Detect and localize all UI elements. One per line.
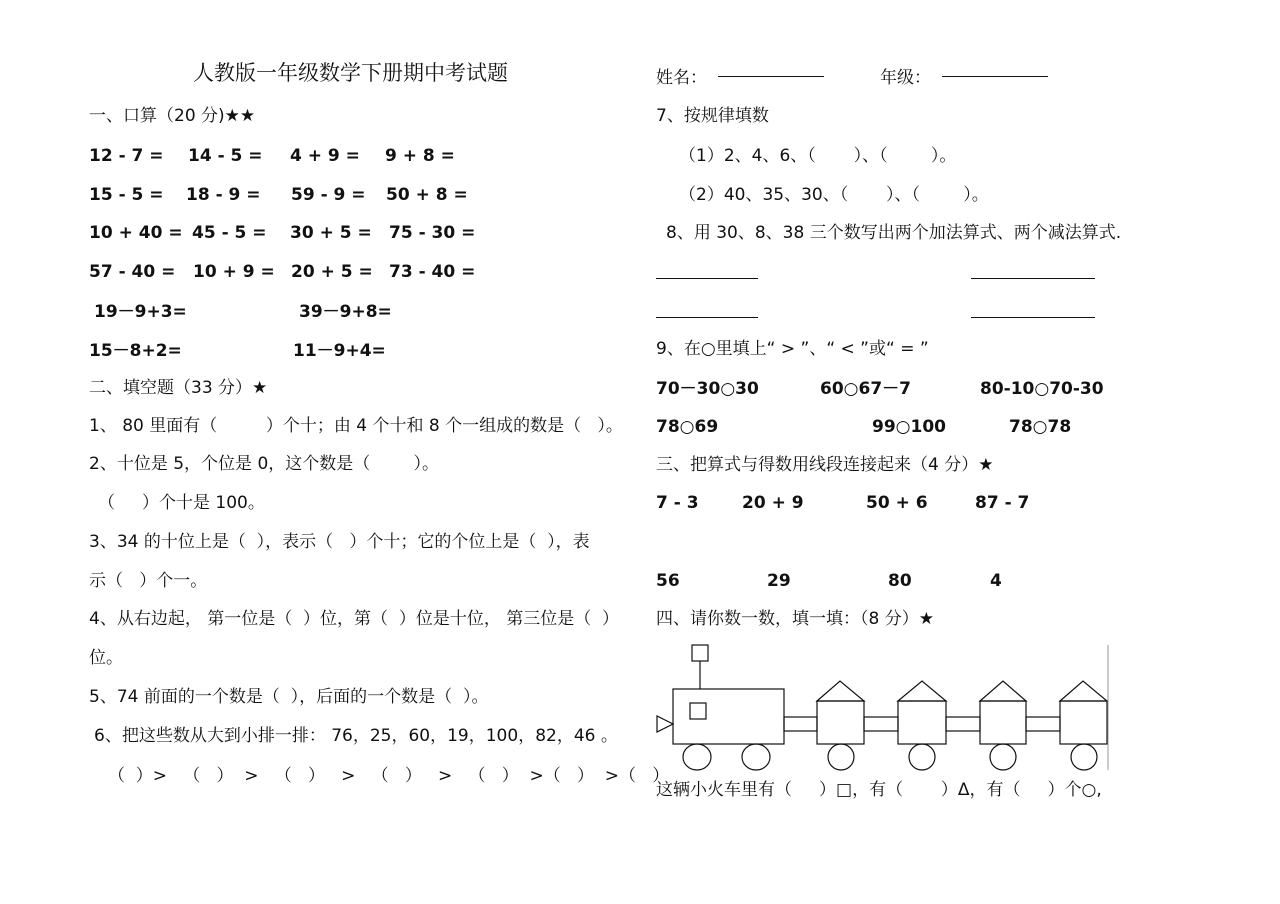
match-expression: 50 + 6 [866,493,928,513]
question-7: 7、按规律填数 [656,106,769,126]
calc-item: 15 - 5 = [89,185,164,205]
question-7b: （2）40、35、30、（ ）、（ ）。 [679,185,989,205]
match-expression: 20 + 9 [742,493,804,513]
calc-item: 15－8+2= [89,341,182,361]
question-8: 8、用 30、8、38 三个数写出两个加法算式、两个减法算式. [666,223,1122,243]
wheel-circle [683,744,711,770]
calc-item: 12 - 7 = [89,146,164,166]
question-2b: （ ）个十是 100。 [98,493,265,513]
question-7a: （1）2、4、6、（ ）、（ ）。 [679,146,957,166]
calc-item: 11－9+4= [293,341,386,361]
calc-item: 73 - 40 = [389,262,476,282]
calc-item: 18 - 9 = [186,185,261,205]
wheel-circle [990,744,1016,770]
question-6-answer: （ ）> （ ） > （ ） > （ ） > （ ） >（ ） >（ ） [108,766,670,786]
wheel-circle [828,744,854,770]
window-square [690,703,706,719]
wheel-circle [909,744,935,770]
grade-label: 年级： [880,68,931,88]
wheel-circle [1071,744,1097,770]
match-result: 80 [888,571,912,591]
calc-item: 4 + 9 = [290,146,360,166]
match-expression: 87 - 7 [975,493,1030,513]
calc-item: 9 + 8 = [385,146,455,166]
question-3: 3、34 的十位上是（ ），表示（ ）个十；它的个位上是（ ），表 [89,532,590,552]
question-1: 1、 80 里面有（ ）个十；由 4 个十和 8 个一组成的数是（ ）。 [89,416,623,436]
calc-item: 10 + 40 = [89,223,183,243]
section2-heading: 二、填空题（33 分）★ [89,378,268,398]
calc-item: 19－9+3= [94,302,187,322]
roof-triangle [817,681,864,701]
match-result: 29 [767,571,791,591]
match-expression: 7 - 3 [656,493,699,513]
question-5: 5、74 前面的一个数是（ ），后面的一个数是（ ）。 [89,687,489,707]
match-result: 56 [656,571,680,591]
question-4: 4、从右边起， 第一位是（ ）位，第（ ）位是十位， 第三位是（ ） [89,609,620,629]
calc-item: 59 - 9 = [291,185,366,205]
calc-item: 50 + 8 = [386,185,468,205]
train-question: 这辆小火车里有（ ）□，有（ ）Δ，有（ ）个○, [656,780,1102,800]
wheel-circle [742,744,770,770]
coupler [864,717,898,731]
compare-item: 78○69 [656,417,719,437]
question-4-cont: 位。 [89,648,123,668]
section1-heading: 一、口算（20 分)★★ [89,106,256,126]
calc-item: 45 - 5 = [192,223,267,243]
calc-item: 39－9+8= [299,302,392,322]
question-3-cont: 示（ ）个一。 [89,571,208,591]
compare-item: 99○100 [872,417,946,437]
compare-item: 78○78 [1009,417,1072,437]
calc-item: 20 + 5 = [291,262,373,282]
calc-item: 14 - 5 = [188,146,263,166]
name-label: 姓名： [656,68,707,88]
carriage-body [898,701,946,744]
calc-item: 30 + 5 = [290,223,372,243]
calc-item: 57 - 40 = [89,262,176,282]
front-triangle [657,716,673,732]
compare-item: 60○67－7 [820,379,911,399]
question-6: 6、把这些数从大到小排一排： 76，25，60，19，100，82，46 。 [94,726,618,746]
compare-item: 80-10○70-30 [980,379,1104,399]
compare-item: 70－30○30 [656,379,759,399]
carriage-body [817,701,864,744]
calc-item: 10 + 9 = [193,262,275,282]
match-result: 4 [990,571,1002,591]
section4-heading: 四、请你数一数，填一填：（8 分）★ [656,609,934,629]
section3-heading: 三、把算式与得数用线段连接起来（4 分）★ [656,455,994,475]
question-2: 2、十位是 5，个位是 0，这个数是（ ）。 [89,454,439,474]
carriage-body [980,701,1026,744]
coupler [784,717,817,731]
roof-triangle [898,681,946,701]
chimney-square [692,645,708,661]
page-title: 人教版一年级数学下册期中考试题 [193,61,508,85]
roof-triangle [980,681,1026,701]
carriage-body [1060,701,1107,744]
roof-triangle [1060,681,1107,701]
calc-item: 75 - 30 = [389,223,476,243]
question-9: 9、在○里填上“ > ”、“ < ”或“ = ” [656,339,929,359]
coupler [1026,717,1060,731]
coupler [946,717,980,731]
